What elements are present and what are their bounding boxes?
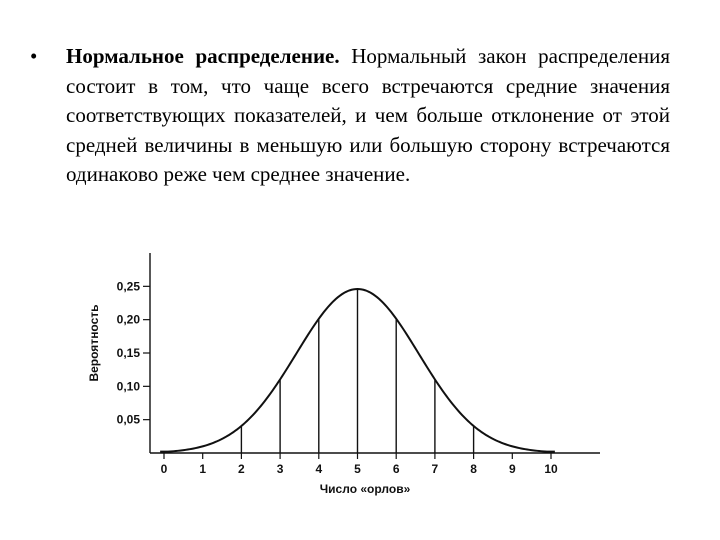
x-tick-label: 0 [160, 462, 168, 476]
x-tick-label: 5 [354, 462, 361, 476]
paragraph-body [66, 42, 670, 190]
x-tick-label: 7 [431, 462, 439, 476]
paragraph-lead: Нормальное распределение. [66, 44, 340, 68]
x-tick-label: 10 [544, 462, 558, 476]
bullet-marker: • [30, 44, 38, 68]
y-tick-label: 0,15 [116, 346, 140, 360]
y-tick-label: 0,20 [116, 312, 140, 327]
chart-svg [80, 245, 620, 505]
y-tick-label: 0,25 [116, 279, 140, 294]
probability-chart [80, 245, 620, 505]
x-axis-title: Число «орлов» [319, 482, 411, 496]
x-tick-label: 2 [238, 462, 245, 476]
y-tick-label: 0,05 [116, 412, 140, 427]
x-tick-label: 4 [315, 462, 323, 476]
x-tick-label: 3 [276, 462, 284, 476]
y-tick-label: 0,10 [116, 379, 140, 394]
paragraph-text: Нормальный закон распределения состоит в том, что чаще всего встречаются средние значения соответствующих показателей, и чем больше отклонение от этой средней величины в меньшую или большую сторону встречаются одинаково реже чем среднее значение. [66, 44, 670, 186]
x-tick-label: 6 [392, 462, 400, 476]
x-tick-label: 1 [199, 462, 207, 476]
paragraph [30, 42, 670, 190]
x-tick-label: 8 [470, 462, 477, 476]
x-tick-label: 9 [508, 462, 516, 476]
y-axis-title: Вероятность [87, 304, 101, 382]
